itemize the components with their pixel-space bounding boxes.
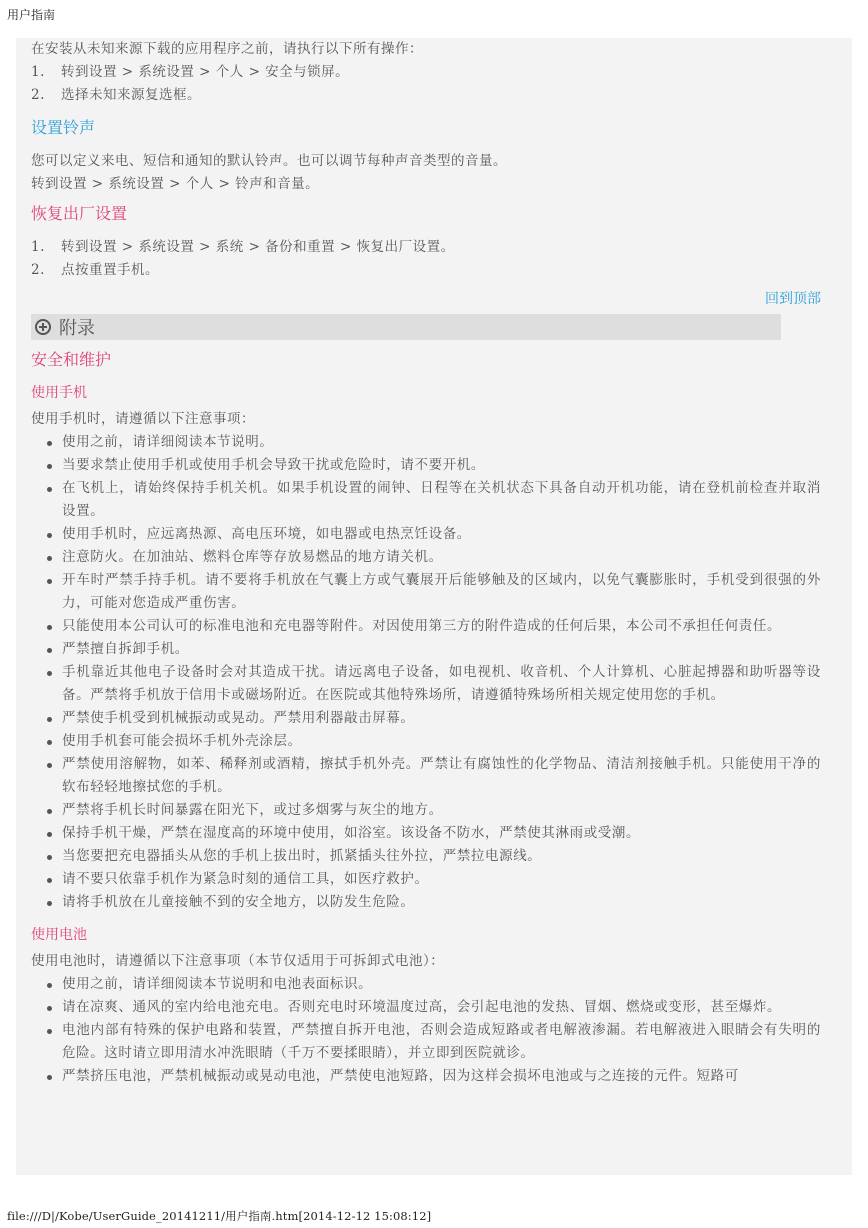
phone-usage-heading: 使用手机 — [31, 385, 87, 401]
battery-usage-intro: 使用电池时，请遵循以下注意事项（本节仅适用于可拆卸式电池）： — [31, 953, 445, 969]
battery-usage-heading: 使用电池 — [31, 927, 87, 943]
ringtone-heading: 设置铃声 — [31, 118, 96, 137]
step-number: 1. — [31, 239, 45, 255]
safety-heading: 安全和维护 — [31, 350, 112, 369]
list-item: 使用手机套可能会损坏手机外壳涂层。 — [31, 730, 821, 753]
list-item: 当您要把充电器插头从您的手机上拔出时，抓紧插头往外拉，严禁拉电源线。 — [31, 845, 821, 868]
list-item: 请在凉爽、通风的室内给电池充电。否则充电时环境温度过高，会引起电池的发热、冒烟、燃烧或变形，甚至爆炸。 — [31, 996, 821, 1019]
list-item: 严禁挤压电池，严禁机械振动或晃动电池，严禁使电池短路，因为这样会损坏电池或与之连接的元件。短路可 — [31, 1065, 821, 1088]
list-item: 请将手机放在儿童接触不到的安全地方，以防发生危险。 — [31, 891, 821, 914]
list-item: 手机靠近其他电子设备时会对其造成干扰。请远离电子设备，如电视机、收音机、个人计算机、心脏起搏器和助听器等设备。严禁将手机放于信用卡或磁场附近。在医院或其他特殊场所，请遵循特殊场所相关规定使用您的手机。 — [31, 661, 821, 707]
list-item: 在飞机上，请始终保持手机关机。如果手机设置的闹钟、日程等在关机状态下具备自动开机功能，请在登机前检查并取消设置。 — [31, 477, 821, 523]
appendix-label: 附录 — [59, 318, 95, 339]
list-item: 严禁将手机长时间暴露在阳光下，或过多烟雾与灰尘的地方。 — [31, 799, 821, 822]
back-to-top-link[interactable]: 回到顶部 — [765, 291, 821, 307]
list-item: 请不要只依靠手机作为紧急时刻的通信工具，如医疗救护。 — [31, 868, 821, 891]
list-item: 注意防火。在加油站、燃料仓库等存放易燃品的地方请关机。 — [31, 546, 821, 569]
step-number: 1. — [31, 64, 45, 80]
list-item: 保持手机干燥，严禁在湿度高的环境中使用，如浴室。该设备不防水，严禁使其淋雨或受潮。 — [31, 822, 821, 845]
step-text: 选择未知来源复选框。 — [61, 87, 201, 103]
expand-plus-icon — [35, 319, 51, 335]
step-text: 转到设置 > 系统设置 > 个人 > 安全与锁屏。 — [61, 64, 350, 80]
list-item: 严禁擅自拆卸手机。 — [31, 638, 821, 661]
ringtone-text: 您可以定义来电、短信和通知的默认铃声。也可以调节每种声音类型的音量。 — [31, 153, 507, 169]
step-text: 转到设置 > 系统设置 > 系统 > 备份和重置 > 恢复出厂设置。 — [61, 239, 455, 255]
list-item: 电池内部有特殊的保护电路和装置，严禁擅自拆开电池，否则会造成短路或者电解液渗漏。若电解液进入眼睛会有失明的危险。这时请立即用清水冲洗眼睛（千万不要揉眼睛），并立即到医院就诊。 — [31, 1019, 821, 1065]
list-item: 严禁使手机受到机械振动或晃动。严禁用利器敲击屏幕。 — [31, 707, 821, 730]
unknown-sources-intro: 在安装从未知来源下载的应用程序之前，请执行以下所有操作： — [31, 41, 423, 57]
step-number: 2. — [31, 87, 45, 103]
phone-usage-intro: 使用手机时，请遵循以下注意事项： — [31, 411, 255, 427]
print-footer-path: file:///D|/Kobe/UserGuide_20141211/用户指南.htm[2014-12-12 15:08:12] — [7, 1209, 432, 1223]
ringtone-path: 转到设置 > 系统设置 > 个人 > 铃声和音量。 — [31, 176, 320, 192]
step-number: 2. — [31, 262, 45, 278]
list-item: 当要求禁止使用手机或使用手机会导致干扰或危险时，请不要开机。 — [31, 454, 821, 477]
phone-usage-list — [31, 431, 821, 914]
step-item — [31, 236, 821, 259]
step-text: 点按重置手机。 — [61, 262, 159, 278]
document-inner — [31, 38, 821, 1088]
battery-usage-list — [31, 973, 821, 1088]
step-item — [31, 84, 821, 107]
list-item: 开车时严禁手持手机。请不要将手机放在气囊上方或气囊展开后能够触及的区域内，以免气囊膨胀时，手机受到很强的外力，可能对您造成严重伤害。 — [31, 569, 821, 615]
list-item: 只能使用本公司认可的标准电池和充电器等附件。对因使用第三方的附件造成的任何后果，本公司不承担任何责任。 — [31, 615, 821, 638]
unknown-sources-steps — [31, 61, 821, 107]
list-item: 使用手机时，应远离热源、高电压环境，如电器或电热烹饪设备。 — [31, 523, 821, 546]
step-item — [31, 259, 821, 282]
print-header-title: 用户指南 — [7, 8, 56, 22]
document-content — [16, 38, 852, 1175]
list-item: 使用之前，请详细阅读本节说明和电池表面标识。 — [31, 973, 821, 996]
factory-reset-heading: 恢复出厂设置 — [31, 204, 128, 223]
step-item — [31, 61, 821, 84]
factory-reset-steps — [31, 236, 821, 282]
appendix-section-toggle[interactable] — [31, 314, 781, 340]
list-item: 使用之前，请详细阅读本节说明。 — [31, 431, 821, 454]
list-item: 严禁使用溶解物，如苯、稀释剂或酒精，擦拭手机外壳。严禁让有腐蚀性的化学物品、清洁剂接触手机。只能使用干净的软布轻轻地擦拭您的手机。 — [31, 753, 821, 799]
